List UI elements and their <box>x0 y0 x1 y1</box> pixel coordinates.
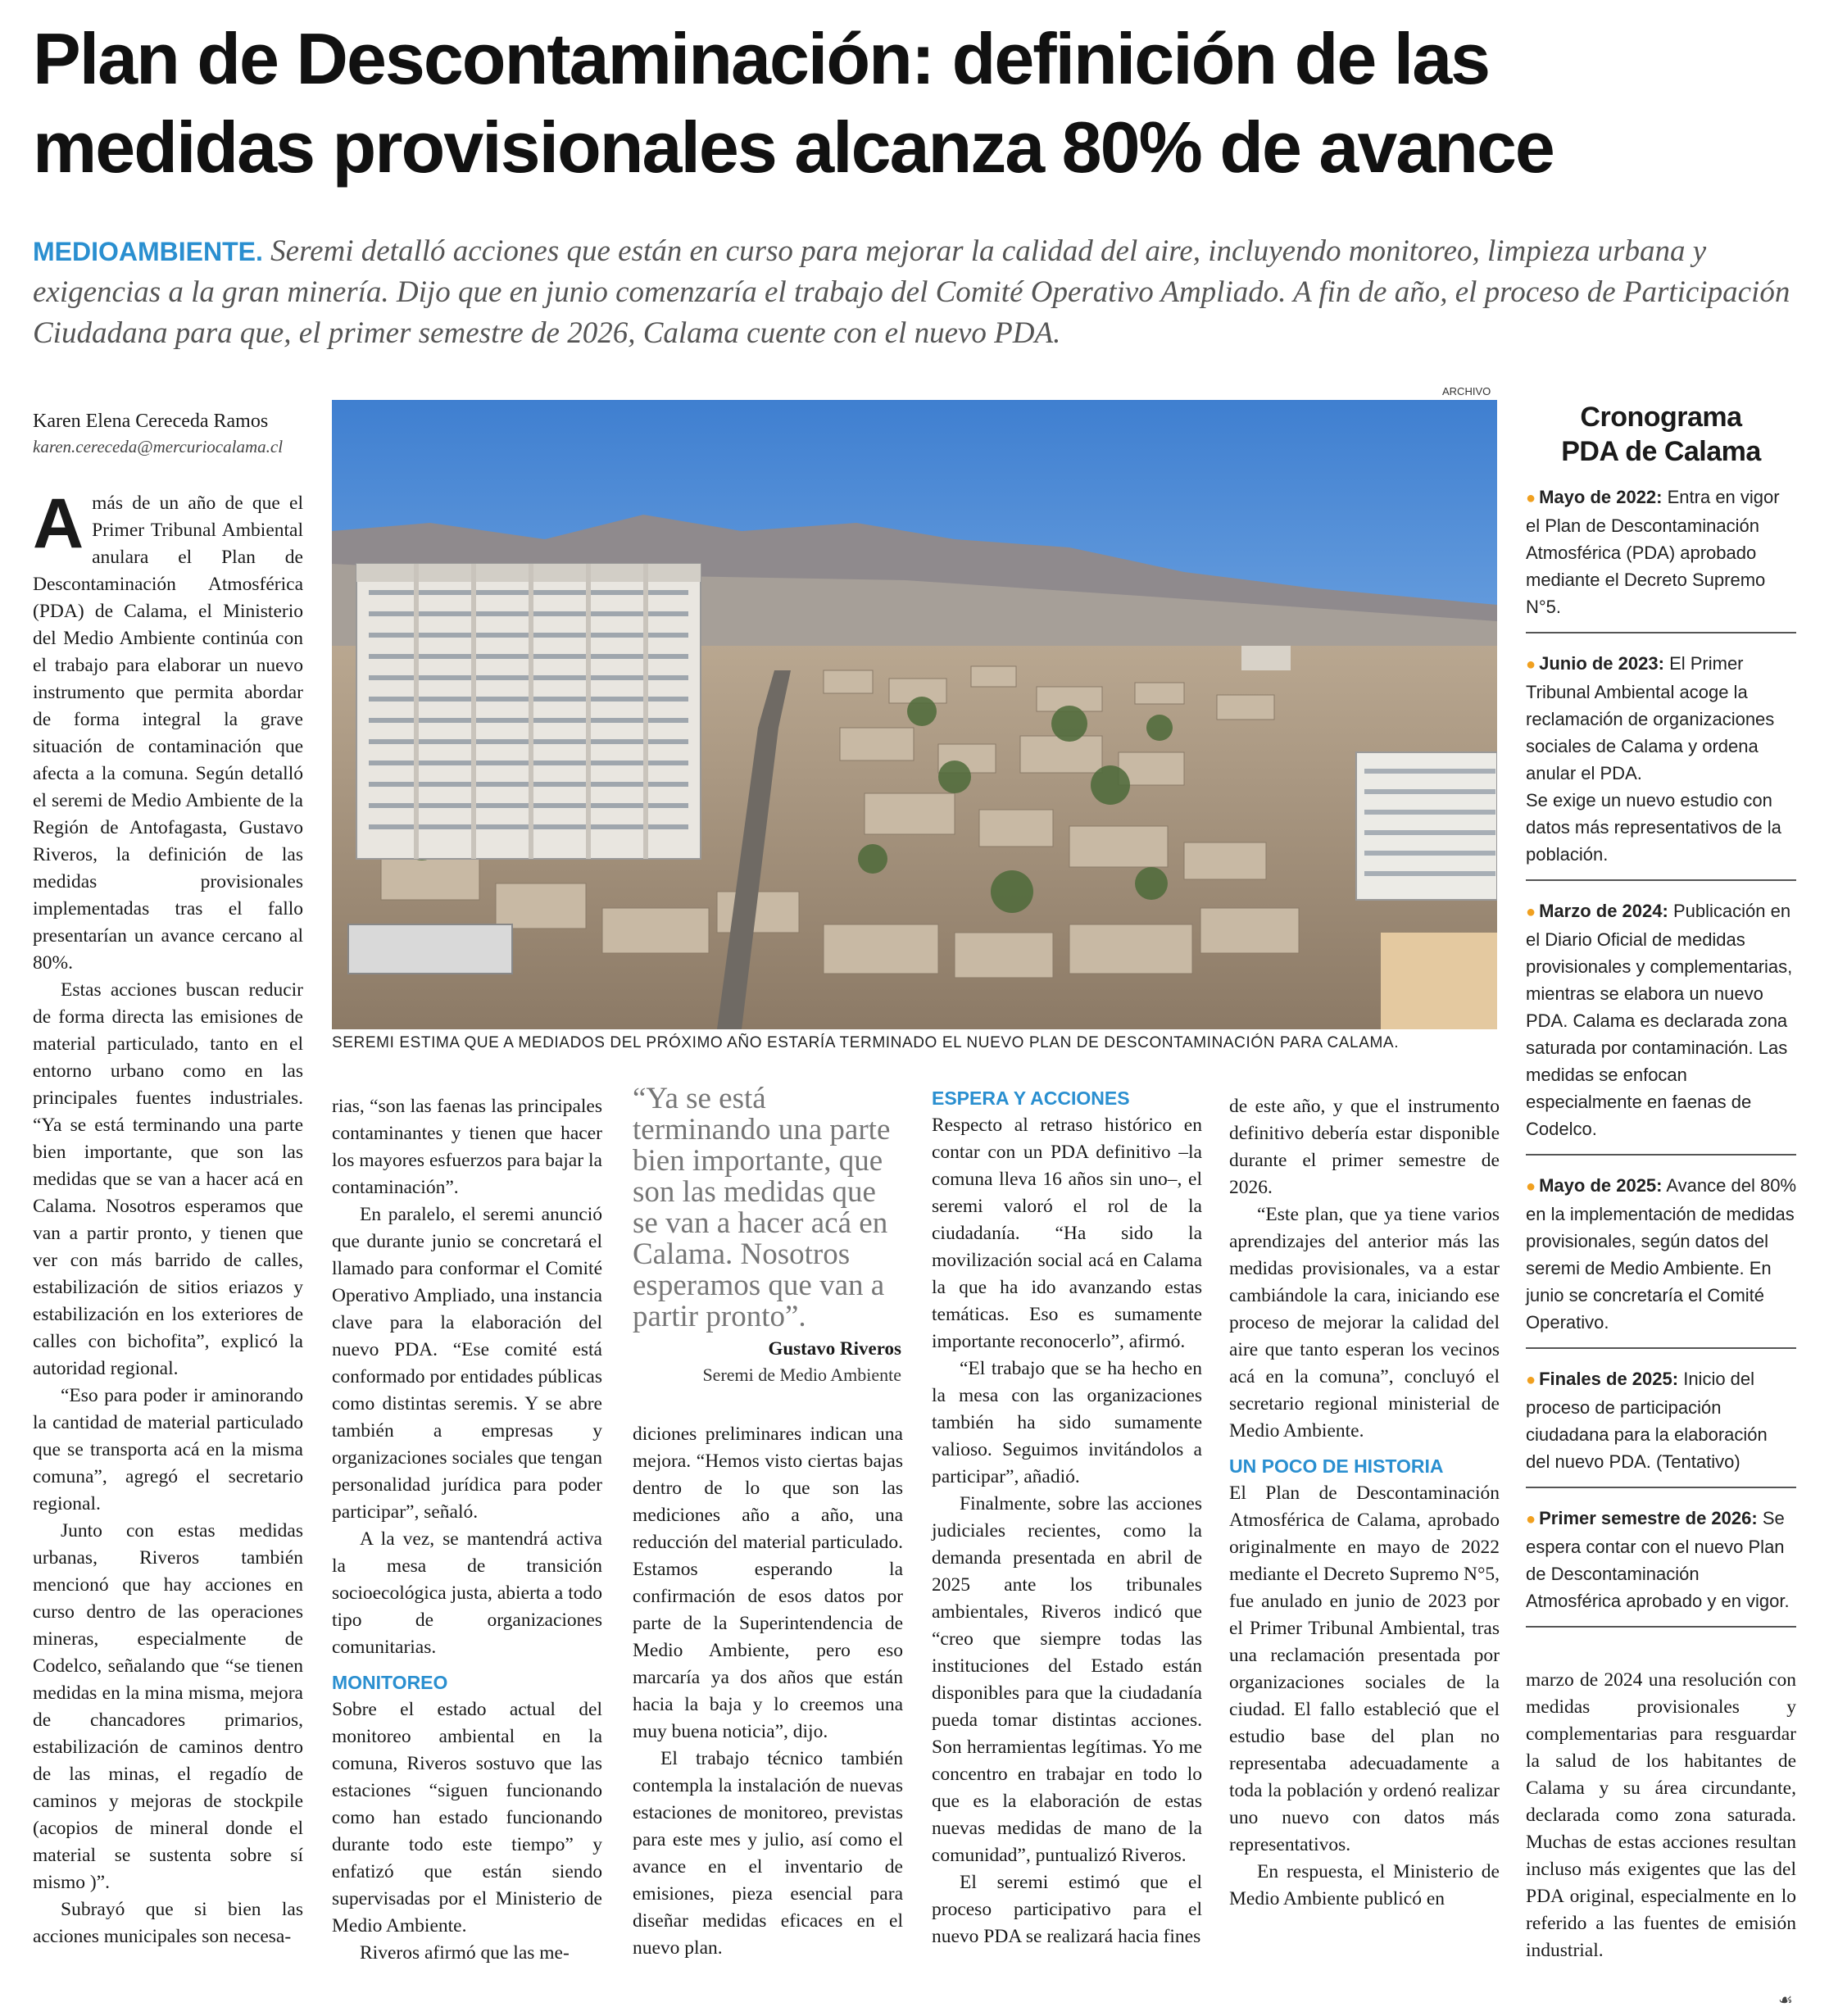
article-paragraph: Junto con estas medidas urbanas, Riveros también mencionó que hay acciones en curso dentro de las operaciones mineras, especialmente de Codelco, señalando que “se tienen medidas en la mina misma, mejora de chancadores primarios, estabilización de caminos dentro de las minas, el regadío de caminos y mejoras de stockpile (acopios de mineral donde el material se sustenta sobre sí mismo )”. <box>33 1520 303 1893</box>
lead-text: Seremi detalló acciones que están en curso para mejorar la calidad del aire, incluyendo monitoreo, limpieza urbana y exigencias a la gran minería. Dijo que en junio comenzaría el trabajo del Comité Operativo Ampliado. A fin de año, el proceso de Participación Ciudadana para que, el primer semestre de 2026, Calama cuente con el nuevo PDA. <box>33 234 1790 350</box>
quote-author-role: Seremi de Medio Ambiente <box>702 1364 901 1385</box>
bullet-icon: ● <box>1526 903 1536 921</box>
article-column-4 <box>932 1085 1202 1950</box>
timeline-item <box>1526 1172 1796 1349</box>
article-column-3 <box>633 1421 903 1962</box>
article-paragraph: “Este plan, que ya tiene varios aprendizajes del anterior más las medidas provisionales, va a estar cambiándole la cara, iniciando ese proceso de mejorar la calidad del aire que tanto esperan los vecinos acá en la comuna”, concluyó el secretario regional ministerial de Medio Ambiente. <box>1229 1204 1500 1442</box>
bullet-icon: ● <box>1526 1371 1536 1389</box>
timeline-text: Se espera contar con el nuevo Plan de Descontaminación Atmosférica aprobado y en vigor. <box>1526 1508 1790 1611</box>
timeline-text: Avance del 80% en la implementación de medidas provisionales, según datos del seremi de Medio Ambiente. En junio se concretaría el Comité Operativo. <box>1526 1175 1797 1333</box>
timeline-item <box>1526 650 1796 881</box>
drop-cap: A <box>33 484 84 563</box>
subhead-un-poco-de-historia: UN POCO DE HISTORIA <box>1229 1455 1444 1477</box>
section-kicker: MEDIOAMBIENTE. <box>33 237 263 266</box>
article-paragraph: En paralelo, el seremi anunció que durante junio se concretará el llamado para conformar el Comité Operativo Ampliado, una instancia clave para la elaboración del nuevo PDA. “Ese comité está conformado por entidades públicas como distintas seremis. Y se abre también a empresas y organizaciones sociales que tengan personalidad jurídica para poder participar”, señaló. <box>332 1204 602 1523</box>
bullet-icon: ● <box>1526 1178 1536 1196</box>
timeline-text-extra: Se exige un nuevo estudio con datos más representativos de la población. <box>1526 790 1781 865</box>
bullet-icon: ● <box>1526 489 1536 507</box>
timeline-date: Mayo de 2025: <box>1539 1175 1663 1196</box>
subhead-espera-y-acciones: ESPERA Y ACCIONES <box>932 1087 1130 1109</box>
article-column-1 <box>33 484 303 1950</box>
headline <box>33 15 1803 192</box>
timeline-item <box>1526 1365 1796 1488</box>
article-paragraph: Finalmente, sobre las acciones judiciales recientes, como la demanda presentada en abril de 2025 ante los tribunales ambientales, Riveros indicó que “creo que siempre todas las instituciones del Estado están disponibles para que la ciudadanía pueda tomar distintas acciones. Son herramientas legítimas. Yo me concentro en trabajar en todo lo que es la elaboración de estas nuevas medidas de mano de la comunidad”, puntualizó Riveros. <box>932 1493 1202 1866</box>
author-name: Karen Elena Cereceda Ramos <box>33 411 269 432</box>
sidebar-title-line-1: Cronograma <box>1580 402 1742 433</box>
article-paragraph: rias, “son las faenas las principales contaminantes y tienen que hacer los mayores esfuerzos para bajar la contaminación”. <box>332 1096 602 1198</box>
article-paragraph: “El trabajo que se ha hecho en la mesa con las organizaciones también ha sido sumamente valioso. Seguimos invitándolos a participar”, añadió. <box>932 1358 1202 1487</box>
timeline-date: Junio de 2023: <box>1539 653 1664 674</box>
sidebar-title <box>1526 400 1796 469</box>
article-paragraph: El Plan de Descontaminación Atmosférica de Calama, aprobado originalmente en mayo de 2022 mediante el Decreto Supremo N°5, fue anulado en junio de 2023 por el Primer Tribunal Ambiental, tras una reclamación presentada por organizaciones sociales de la ciudad. El fallo estableció que el estudio base del plan no representaba adecuadamente a toda la población y ordenó realizar uno nuevo con datos más representativos. <box>1229 1482 1500 1855</box>
pull-quote-attribution <box>633 1336 901 1388</box>
timeline-date: Mayo de 2022: <box>1539 487 1663 507</box>
timeline-date: Primer semestre de 2026: <box>1539 1508 1758 1528</box>
bullet-icon: ● <box>1526 1510 1536 1528</box>
timeline-text: Entra en vigor el Plan de Descontaminación Atmosférica (PDA) aprobado mediante el Decreto Supremo N°5. <box>1526 487 1780 617</box>
photo-credit: ARCHIVO <box>1442 385 1491 397</box>
timeline-text: El Primer Tribunal Ambiental acoge la reclamación de organizaciones sociales de Calama y ordena anular el PDA. <box>1526 653 1775 783</box>
timeline-date: Marzo de 2024: <box>1539 901 1668 921</box>
timeline-item <box>1526 484 1796 633</box>
article-paragraph: diciones preliminares indican una mejora. “Hemos visto ciertas bajas dentro de lo que son las mediciones año a año, una reducción del material particulado. Estamos esperando la confirmación de esos datos por parte de la Superintendencia de Medio Ambiente, pero eso marcaría ya dos años que están hacia la baja y lo creemos una muy buena noticia”, dijo. <box>633 1423 903 1742</box>
article-paragraph: En respuesta, el Ministerio de Medio Ambiente publicó en <box>1229 1861 1500 1909</box>
article-column-6 <box>1526 1667 1796 1964</box>
article-paragraph: de este año, y que el instrumento definitivo debería estar disponible durante el primer semestre de 2026. <box>1229 1096 1500 1198</box>
city-photo <box>332 400 1497 1029</box>
timeline-item <box>1526 897 1796 1156</box>
end-mark-icon: ☙ <box>1778 1991 1793 2009</box>
timeline-text: Inicio del proceso de participación ciudadana para la elaboración del nuevo PDA. (Tentativo) <box>1526 1369 1768 1472</box>
quote-author: Gustavo Riveros <box>768 1338 901 1359</box>
author-email[interactable]: karen.cereceda@mercuriocalama.cl <box>33 437 284 456</box>
article-paragraph: Sobre el estado actual del monitoreo ambiental en la comuna, Riveros sostuvo que las estaciones “siguen funcionando como han estado funcionando durante todo este tiempo” y enfatizó que están siendo supervisadas por el Ministerio de Medio Ambiente. <box>332 1699 602 1937</box>
subhead-monitoreo: MONITOREO <box>332 1672 448 1693</box>
article-paragraph: Amás de un año de que el Primer Tribunal Ambiental anulara el Plan de Descontaminación Atmosférica (PDA) de Calama, el Ministerio del Medio Ambiente continúa con el trabajo para elaborar un nuevo instrumento que permita abordar de forma integral la grave situación de contaminación que afecta a la comuna. Según detalló el seremi de Medio Ambiente de la Región de Antofagasta, Gustavo Riveros, la definición de las medidas provisionales implementadas tras el fallo presentarían un avance cercano al 80%. <box>33 484 303 974</box>
bullet-icon: ● <box>1526 656 1536 674</box>
article-paragraph: Riveros afirmó que las me- <box>360 1942 570 1964</box>
headline-line-2: medidas provisionales alcanza 80% de avance <box>33 107 1554 188</box>
headline-line-1: Plan de Descontaminación: definición de las <box>33 18 1490 99</box>
timeline-item <box>1526 1505 1796 1628</box>
article-column-2 <box>332 1093 602 1967</box>
timeline <box>1526 484 1796 1644</box>
article-paragraph: El trabajo técnico también contempla la instalación de nuevas estaciones de monitoreo, previstas para este mes y julio, así como el avance en el inventario de emisiones, pieza esencial para diseñar medidas eficaces en el nuevo plan. <box>633 1748 903 1959</box>
article-paragraph: Subrayó que si bien las acciones municipales son necesa- <box>33 1899 303 1947</box>
lead-paragraph <box>33 231 1803 354</box>
article-paragraph: “Eso para poder ir aminorando la cantidad de material particulado que se transporta acá en la misma comuna”, agregó el secretario regional. <box>33 1385 303 1514</box>
byline <box>33 408 311 459</box>
article-column-5 <box>1229 1093 1500 1913</box>
article-paragraph: Respecto al retraso histórico en contar con un PDA definitivo –la comuna lleva 16 años sin uno–, el seremi valoró el rol de la ciudadanía. “Ha sido la movilización social acá en Calama la que ha ido avanzando estas temáticas. Eso es sumamente importante reconocerlo”, afirmó. <box>932 1115 1202 1352</box>
photo-caption: SEREMI ESTIMA QUE A MEDIADOS DEL PRÓXIMO AÑO ESTARÍA TERMINADO EL NUEVO PLAN DE DESCONTAMINACIÓN PARA CALAMA. <box>332 1034 1400 1051</box>
article-paragraph: A la vez, se mantendrá activa la mesa de transición socioecológica justa, abierta a todo tipo de organizaciones comunitarias. <box>332 1528 602 1658</box>
article-paragraph: Estas acciones buscan reducir de forma directa las emisiones de material particulado, tanto en el entorno urbano como en las principales fuentes industriales. “Ya se está terminando una parte bien importante, que son las medidas que se van a hacer acá en Calama. Nosotros esperamos que van a partir pronto, y tienen que ver con más barrido de calles, estabilización de sitios eriazos y estabilización en los exteriores de calles con bichofita”, explicó la autoridad regional. <box>33 979 303 1379</box>
sidebar-title-line-2: PDA de Calama <box>1561 436 1761 467</box>
pull-quote: “Ya se está terminando una parte bien importante, que son las medidas que se van a hacer acá en Calama. Nosotros esperamos que van a partir pronto”. <box>633 1082 891 1333</box>
timeline-text: Publicación en el Diario Oficial de medidas provisionales y complementarias, mientras se elabora un nuevo PDA. Calama es declarada zona saturada por contaminación. Las medidas se enfocan especialmente en faenas de Codelco. <box>1526 901 1793 1139</box>
article-paragraph: marzo de 2024 una resolución con medidas provisionales y complementarias para resguardar la salud de los habitantes de Calama y su área circundante, declarada como zona saturada. Muchas de estas acciones resultan incluso más exigentes que las del PDA original, especialmente en lo referido a las fuentes de emisión industrial. <box>1526 1669 1796 1961</box>
article-paragraph: El seremi estimó que el proceso participativo para el nuevo PDA se realizará hacia fines <box>932 1872 1202 1947</box>
timeline-date: Finales de 2025: <box>1539 1369 1679 1389</box>
